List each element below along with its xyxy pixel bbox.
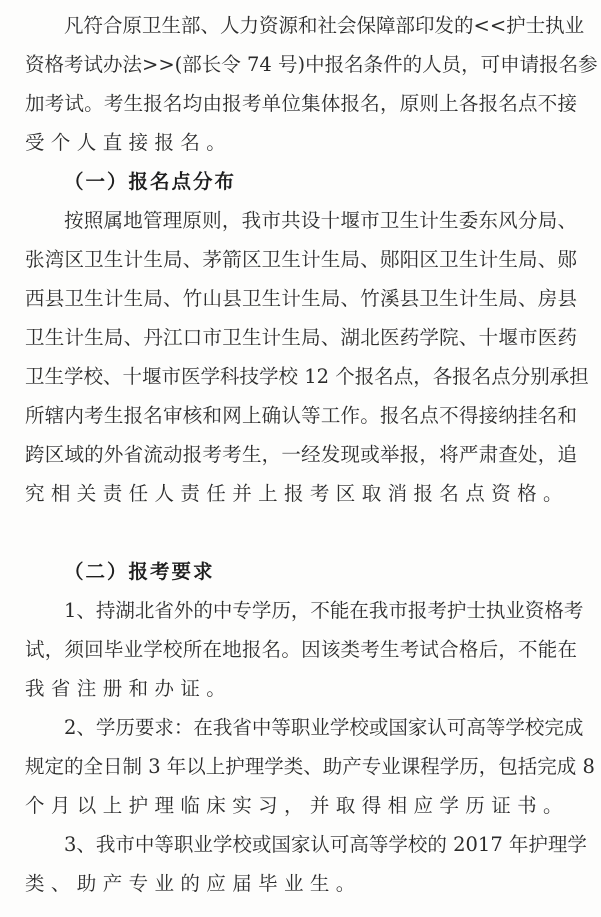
list-item-line: 3、我市中等职业学校或国家认可高等学校的 2017 年护理学 [64,833,587,856]
list-item-line: 我省注册和办证。 [25,677,233,700]
list-item-line: 类、助产专业的应届毕业生。 [25,872,362,895]
paragraph-line: 所辖内考生报名审核和网上确认等工作。报名点不得接纳挂名和 [25,404,577,427]
paragraph-line: 资格考试办法>>(部长令 74 号)中报名条件的人员，可申请报名参 [25,53,598,76]
paragraph-line: 张湾区卫生计生局、茅箭区卫生计生局、郧阳区卫生计生局、郧 [25,248,577,271]
paragraph-line: 受个人直接报名。 [25,131,233,154]
list-item-line: 试，须回毕业学校所在地报名。因该类考生考试合格后，不能在 [25,638,577,661]
paragraph-line: 按照属地管理原则，我市共设十堰市卫生计生委东风分局、 [64,209,577,232]
list-item-line: 2、学历要求：在我省中等职业学校或国家认可高等学校完成 [64,716,584,739]
section-heading: （一）报名点分布 [64,170,237,193]
paragraph-line: 凡符合原卫生部、人力资源和社会保障部印发的<<护士执业 [64,14,585,37]
paragraph-line: 跨区域的外省流动报考考生，一经发现或举报，将严肃查处，追 [25,443,577,466]
list-item-line: 个月以上护理临床实习，并取得相应学历证书。 [25,794,569,817]
list-item-line: 1、持湖北省外的中专学历，不能在我市报考护士执业资格考 [64,599,584,622]
section-heading: （二）报考要求 [64,560,215,583]
paragraph-line: 卫生学校、十堰市医学科技学校 12 个报名点，各报名点分别承担 [25,365,589,388]
paragraph-line: 卫生计生局、丹江口市卫生计生局、湖北医药学院、十堰市医药 [25,326,577,349]
list-item-line: 规定的全日制 3 年以上护理学类、助产专业课程学历，包括完成 8 [25,755,595,778]
paragraph-line: 加考试。考生报名均由报考单位集体报名，原则上各报名点不接 [25,92,577,115]
paragraph-line: 究相关责任人责任并上报考区取消报名点资格。 [25,482,569,505]
paragraph-line: 西县卫生计生局、竹山县卫生计生局、竹溪县卫生计生局、房县 [25,287,577,310]
